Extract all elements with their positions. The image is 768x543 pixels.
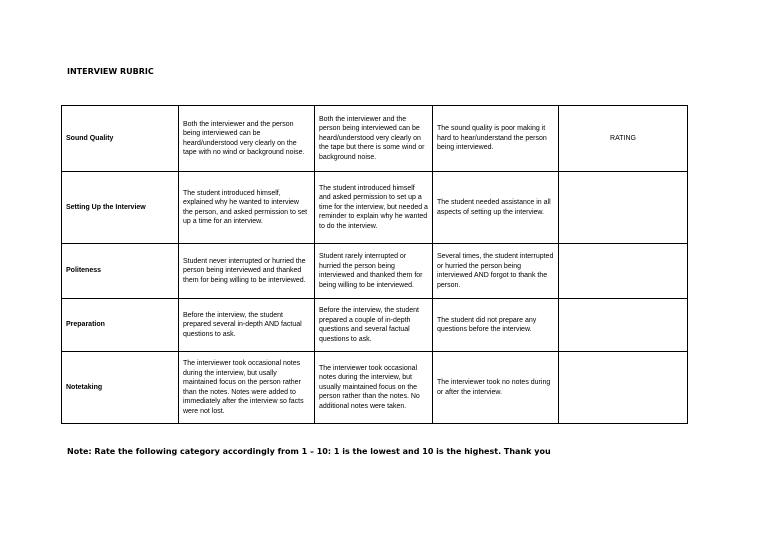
category-cell: Notetaking	[62, 352, 179, 424]
criteria-cell: Both the interviewer and the person being interviewed can be heard/understood very clearly on the tape with no wind or background noise.	[179, 106, 315, 172]
criteria-cell: Student never interrupted or hurried the person being interviewed and thanked them for being willing to be interviewed.	[179, 244, 315, 299]
criteria-cell: The sound quality is poor making it hard to hear/understand the person being interviewed.	[433, 106, 559, 172]
rating-cell[interactable]	[559, 299, 688, 352]
criteria-cell: Before the interview, the student prepared several in-depth AND factual questions to ask.	[179, 299, 315, 352]
page-title: INTERVIEW RUBRIC	[67, 67, 154, 76]
criteria-cell: The interviewer took no notes during or after the interview.	[433, 352, 559, 424]
criteria-cell: The interviewer took occasional notes during the interview, but usally maintained focus on the person rather than the notes. Notes were added to immediately after the interview so facts were not lost.	[179, 352, 315, 424]
criteria-cell: The student introduced himself and asked permission to set up a time for the interview, but needed a reminder to explain why he wanted to do the interview.	[315, 172, 433, 244]
table-row	[62, 244, 688, 299]
rating-note: Note: Rate the following category accordingly from 1 – 10: 1 is the lowest and 10 is the highest. Thank you	[67, 447, 551, 456]
table-row	[62, 106, 688, 172]
table-row	[62, 172, 688, 244]
category-cell: Preparation	[62, 299, 179, 352]
category-cell: Politeness	[62, 244, 179, 299]
criteria-cell: The student introduced himself, explained why he wanted to interview the person, and asked permission to set up a time for an interview.	[179, 172, 315, 244]
category-cell: Setting Up the Interview	[62, 172, 179, 244]
rating-header: RATING	[559, 106, 688, 172]
table-row	[62, 352, 688, 424]
criteria-cell: The student did not prepare any questions before the interview.	[433, 299, 559, 352]
criteria-cell: Both the interviewer and the person being interviewed can be heard/understood very clearly on the tape but there is some wind or background noise.	[315, 106, 433, 172]
criteria-cell: Before the interview, the student prepared a couple of in-depth questions and several factual questions to ask.	[315, 299, 433, 352]
rating-cell[interactable]	[559, 172, 688, 244]
criteria-cell: Several times, the student interrupted or hurried the person being interviewed AND forgot to thank the person.	[433, 244, 559, 299]
rating-cell[interactable]	[559, 352, 688, 424]
rating-cell[interactable]	[559, 244, 688, 299]
criteria-cell: The student needed assistance in all aspects of setting up the interview.	[433, 172, 559, 244]
table-row	[62, 299, 688, 352]
criteria-cell: The interviewer took occasional notes during the interview, but usually maintained focus on the person rather than the notes. No additional notes were taken.	[315, 352, 433, 424]
criteria-cell: Student rarely interrupted or hurried the person being interviewed and thanked them for being willing to be interviewed.	[315, 244, 433, 299]
rubric-table	[61, 105, 688, 424]
category-cell: Sound Quality	[62, 106, 179, 172]
